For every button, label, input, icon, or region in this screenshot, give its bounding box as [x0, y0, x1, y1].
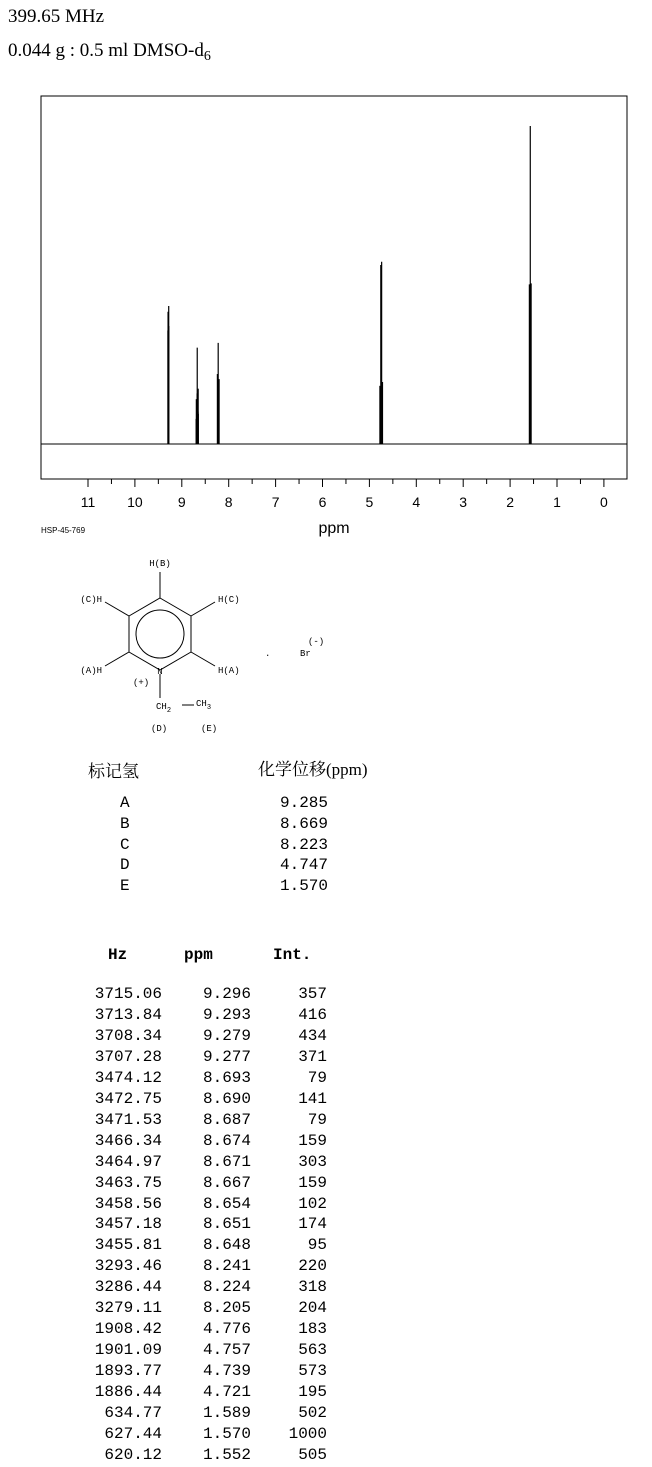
peak-hz-cell: 1908.42 — [94, 1320, 162, 1339]
peak-table-row — [0, 1257, 652, 1278]
peak-hz-cell: 3463.75 — [94, 1173, 162, 1192]
peak-ppm-cell: 8.241 — [202, 1257, 251, 1276]
peak-table-row — [0, 1278, 652, 1299]
peak-table-row — [0, 1153, 652, 1174]
peak-table-row — [0, 1383, 652, 1404]
sample-subscript: 6 — [203, 49, 211, 64]
label-d: (D) — [151, 724, 168, 734]
x-tick-label: 0 — [600, 494, 608, 510]
peak-hz-cell: 634.77 — [104, 1404, 162, 1422]
peak-table-int-header: Int. — [273, 946, 312, 964]
assignment-label: D — [120, 856, 130, 875]
peak-int-cell: 204 — [298, 1299, 327, 1318]
peak-int-cell: 434 — [298, 1026, 327, 1045]
assignment-label: A — [120, 794, 130, 812]
peak-table-row — [0, 1027, 652, 1048]
label-separator-dot: . — [265, 649, 271, 659]
label-nitrogen: N — [157, 667, 163, 677]
peak-table-row — [0, 1090, 652, 1111]
label-h-b: H(B) — [149, 559, 171, 569]
assignment-shift: 4.747 — [279, 856, 328, 875]
peak-ppm-cell: 8.224 — [202, 1278, 251, 1297]
x-axis — [81, 479, 608, 510]
peak-ppm-cell: 8.674 — [202, 1131, 251, 1150]
assignment-label: C — [120, 835, 130, 854]
bond-h-c-left — [105, 602, 129, 616]
peak-int-cell: 174 — [298, 1215, 327, 1234]
peak-ppm-cell: 4.757 — [202, 1341, 251, 1360]
peak-table-row — [0, 1446, 652, 1467]
peak-ppm-cell: 4.721 — [202, 1383, 251, 1402]
peak-ppm-cell: 9.277 — [202, 1047, 251, 1066]
peak-hz-cell: 3708.34 — [94, 1026, 162, 1045]
peak-hz-cell: 1901.09 — [94, 1341, 162, 1360]
peak-table-row — [0, 985, 652, 1006]
sample-text: 0.044 g : 0.5 ml DMSO-d — [8, 40, 204, 61]
peak-int-cell: 1000 — [288, 1424, 327, 1443]
x-tick-label: 2 — [506, 494, 514, 510]
spectrum-code: HSP-45-769 — [41, 526, 86, 535]
peak-int-cell: 303 — [298, 1152, 327, 1171]
peak-int-cell: 318 — [298, 1278, 327, 1297]
assignment-row — [0, 815, 652, 836]
peak-table-row — [0, 1320, 652, 1341]
x-tick-label: 6 — [318, 494, 327, 510]
peak-int-cell: 416 — [298, 1005, 327, 1024]
peak-int-cell: 505 — [298, 1445, 327, 1464]
peak-hz-cell: 3279.11 — [94, 1299, 162, 1318]
x-tick-label: 10 — [127, 494, 143, 510]
peak-hz-cell: 1893.77 — [94, 1362, 162, 1381]
nmr-spectrum-chart — [0, 0, 652, 545]
peak-table-row — [0, 1174, 652, 1195]
peak-ppm-cell: 8.654 — [202, 1194, 251, 1213]
peak-int-cell: 102 — [298, 1194, 327, 1213]
assignment-row — [0, 794, 652, 815]
peak-int-cell: 95 — [307, 1236, 327, 1255]
peak-hz-cell: 3472.75 — [94, 1089, 162, 1108]
peak-int-cell: 220 — [298, 1257, 327, 1276]
label-h-a-right: H(A) — [218, 666, 240, 676]
label-ch2: $CH_2$ — [156, 702, 172, 715]
peak-hz-cell: 3474.12 — [94, 1068, 162, 1087]
peak-ppm-cell: 9.296 — [202, 985, 251, 1003]
peak-table-row — [0, 1341, 652, 1362]
peak-int-cell: 502 — [298, 1404, 327, 1422]
peak-ppm-cell: 8.687 — [202, 1110, 251, 1129]
x-tick-label: 1 — [553, 494, 561, 510]
peak-hz-cell: 3707.28 — [94, 1047, 162, 1066]
assignment-row — [0, 856, 652, 877]
x-tick-label: 7 — [271, 494, 280, 510]
peak-ppm-cell: 8.667 — [202, 1173, 251, 1192]
peak-hz-cell: 3464.97 — [94, 1152, 162, 1171]
peak-int-cell: 79 — [307, 1068, 327, 1087]
peak-table-row — [0, 1132, 652, 1153]
peak-hz-cell: 3471.53 — [94, 1110, 162, 1129]
assignment-label: B — [120, 814, 130, 833]
peak-int-cell: 159 — [298, 1131, 327, 1150]
assignment-label: E — [120, 877, 130, 896]
assignment-shift-header: 化学位移(ppm) — [258, 760, 368, 779]
label-positive-charge: (+) — [133, 678, 150, 688]
peak-ppm-cell: 1.552 — [202, 1445, 251, 1464]
peak-table-row — [0, 1195, 652, 1216]
label-e: (E) — [201, 724, 218, 734]
peak-ppm-cell: 1.589 — [202, 1404, 251, 1422]
peak-hz-cell: 3455.81 — [94, 1236, 162, 1255]
peak-series — [168, 126, 531, 444]
peak-table-row — [0, 1425, 652, 1446]
peak-table-row — [0, 1111, 652, 1132]
peak-table-row — [0, 1404, 652, 1425]
label-bromide-charge: (-) — [308, 637, 325, 647]
assignment-label-header: 标记氢 — [88, 762, 139, 781]
peak-hz-cell: 3457.18 — [94, 1215, 162, 1234]
peak-ppm-cell: 8.690 — [202, 1089, 251, 1108]
peak-hz-cell: 627.44 — [104, 1424, 162, 1443]
structure-diagram — [60, 548, 325, 738]
assignment-shift: 8.669 — [279, 814, 328, 833]
peak-ppm-cell: 1.570 — [202, 1424, 251, 1443]
peak-int-cell: 159 — [298, 1173, 327, 1192]
peak-table-row — [0, 1215, 652, 1236]
assignment-shift: 8.223 — [279, 835, 328, 854]
bond-h-c-right — [191, 602, 215, 616]
peak-ppm-cell: 8.648 — [202, 1236, 251, 1255]
peak-hz-cell: 1886.44 — [94, 1383, 162, 1402]
peak-hz-cell: 620.12 — [104, 1445, 162, 1464]
assignment-row — [0, 836, 652, 857]
peak-hz-cell: 3715.06 — [94, 985, 162, 1003]
peak-int-cell: 573 — [298, 1362, 327, 1381]
peak-ppm-cell: 9.293 — [202, 1005, 251, 1024]
peak-ppm-cell: 8.693 — [202, 1068, 251, 1087]
peak-hz-cell: 3713.84 — [94, 1005, 162, 1024]
peak-table-row — [0, 1069, 652, 1090]
aromatic-circle — [136, 610, 184, 658]
x-tick-label: 3 — [459, 494, 468, 510]
label-h-a-left: (A)H — [80, 666, 102, 676]
peak-ppm-cell: 4.739 — [202, 1362, 251, 1381]
peak-ppm-cell: 8.671 — [202, 1152, 251, 1171]
peak-table-row — [0, 1362, 652, 1383]
spectrometer-frequency: 399.65 MHz — [8, 6, 105, 27]
peak-int-cell: 79 — [307, 1110, 327, 1129]
peak-hz-cell: 3458.56 — [94, 1194, 162, 1213]
peak-table-hz-header: Hz — [108, 946, 128, 964]
peak-table-row — [0, 1236, 652, 1257]
assignment-row — [0, 877, 652, 898]
x-axis-label: ppm — [318, 520, 350, 537]
peak-int-cell: 371 — [298, 1047, 327, 1066]
peak-ppm-cell: 4.776 — [202, 1320, 251, 1339]
x-tick-label: 9 — [177, 494, 186, 510]
peak-int-cell: 357 — [298, 985, 327, 1003]
pyridinium-ring — [129, 598, 191, 670]
peak-table-ppm-header: ppm — [184, 946, 213, 964]
peak-hz-cell: 3293.46 — [94, 1257, 162, 1276]
peak-int-cell: 195 — [298, 1383, 327, 1402]
peak-hz-cell: 3286.44 — [94, 1278, 162, 1297]
peak-ppm-cell: 9.279 — [202, 1026, 251, 1045]
x-tick-label: 8 — [224, 494, 233, 510]
x-tick-label: 5 — [365, 494, 374, 510]
peak-int-cell: 183 — [298, 1320, 327, 1339]
assignment-shift: 1.570 — [279, 877, 328, 896]
x-tick-label: 11 — [80, 494, 96, 510]
peak-table-row — [0, 1006, 652, 1027]
plot-frame — [41, 96, 627, 479]
label-bromide: Br — [300, 649, 311, 659]
bond-h-a-left — [105, 652, 129, 666]
peak-table-row — [0, 1299, 652, 1320]
label-ch3: $CH_3$ — [196, 699, 212, 712]
x-tick-label: 4 — [412, 494, 421, 510]
peak-ppm-cell: 8.205 — [202, 1299, 251, 1318]
assignment-shift: 9.285 — [279, 794, 328, 812]
peak-int-cell: 563 — [298, 1341, 327, 1360]
peak-ppm-cell: 8.651 — [202, 1215, 251, 1234]
peak-int-cell: 141 — [298, 1089, 327, 1108]
bond-h-a-right — [191, 652, 215, 666]
label-h-c-left: (C)H — [80, 595, 102, 605]
peak-hz-cell: 3466.34 — [94, 1131, 162, 1150]
peak-table-row — [0, 1048, 652, 1069]
label-h-c-right: H(C) — [218, 595, 240, 605]
